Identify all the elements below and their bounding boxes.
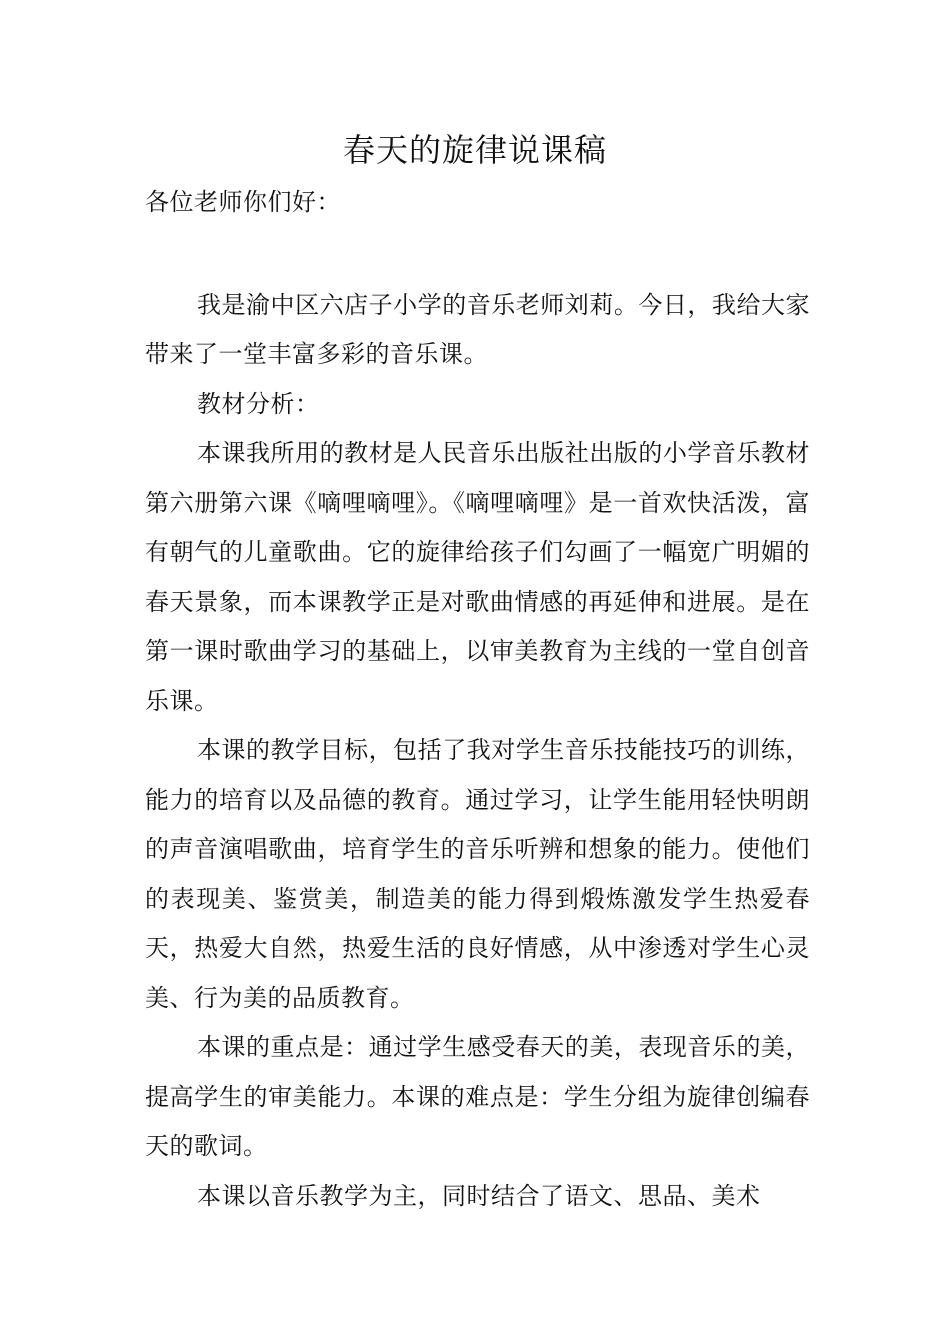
paragraph-material-analysis: 本课我所用的教材是人民音乐出版社出版的小学音乐教材第六册第六课《嘀哩嘀哩》。《嘀哩嘀哩》是一首欢快活泼，富有朝气的儿童歌曲。它的旋律给孩子们勾画了一幅宽广明媚的春天景象，而本课教学正是对歌曲情感的再延伸和进展。是在第一课时歌曲学习的基础上，以审美教育为主线的一堂自创音乐课。: [145, 439, 810, 715]
paragraph-material-heading: 教材分析：: [197, 389, 320, 418]
paragraph-integration: 本课以音乐教学为主，同时结合了语文、思品、美术: [197, 1181, 761, 1210]
blank-line: [145, 228, 810, 281]
paragraph-teaching-goals: 本课的教学目标，包括了我对学生音乐技能技巧的训练，能力的培育以及品德的教育。通过学习，让学生能用轻快明朗的声音演唱歌曲，培育学生的音乐听辨和想象的能力。使他们的表现美、鉴赏美，制造美的能力得到煅炼激发学生热爱春天，热爱大自然，热爱生活的良好情感，从中渗透对学生心灵美、行为美的品质教育。: [145, 736, 810, 1012]
document-body: [145, 178, 810, 1221]
greeting: 各位老师你们好：: [145, 188, 341, 216]
document-title: 春天的旋律说课稿: [342, 131, 607, 169]
paragraph-key-points: 本课的重点是：通过学生感受春天的美，表现音乐的美，提高学生的审美能力。本课的难点是：学生分组为旋律创编春天的歌词。: [145, 1033, 810, 1160]
paragraph-introduction: 我是渝中区六店子小学的音乐老师刘莉。今日，我给大家带来了一堂丰富多彩的音乐课。: [145, 290, 810, 368]
